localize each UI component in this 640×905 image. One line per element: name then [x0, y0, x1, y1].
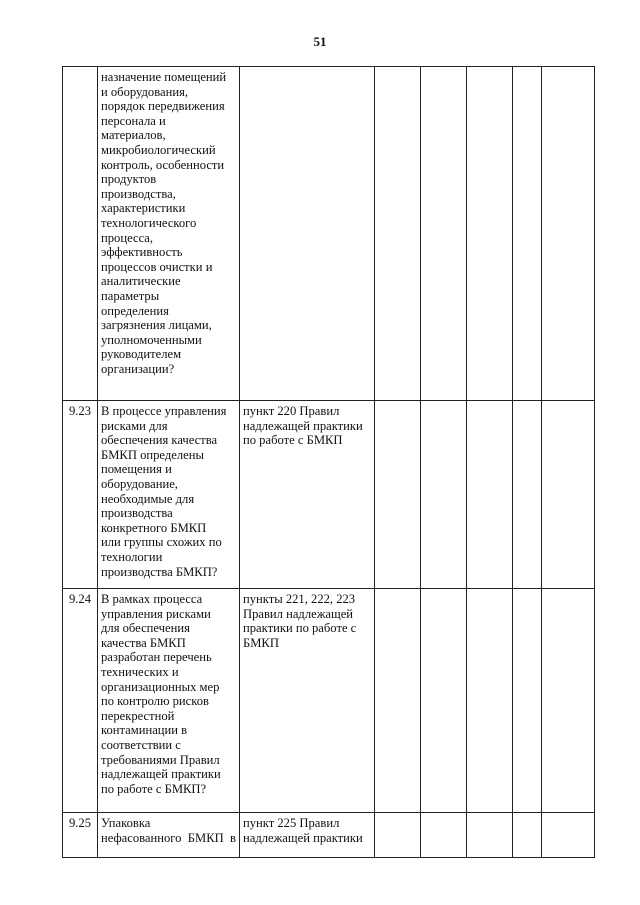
question-line: рисками для — [101, 418, 168, 433]
question-line: Упаковка — [101, 816, 151, 830]
question-line: БМКП определены — [101, 447, 204, 462]
answer-cell[interactable] — [467, 589, 513, 813]
question-line: технологического — [101, 215, 197, 230]
question-line: контаминации в — [101, 723, 188, 738]
question-line: технологии — [101, 549, 163, 564]
answer-cell[interactable] — [375, 67, 421, 401]
checklist-rows — [63, 67, 595, 858]
reference-line: Правил надлежащей — [243, 606, 354, 621]
question-line: В рамках процесса — [101, 592, 203, 606]
question-line: организации? — [101, 361, 175, 376]
answer-cell[interactable] — [467, 67, 513, 401]
answer-cell[interactable] — [421, 67, 467, 401]
question-line: эффективность — [101, 245, 183, 260]
table-row — [63, 401, 595, 589]
question-line: качества БМКП — [101, 635, 186, 650]
question-line: необходимые для — [101, 491, 195, 506]
question-line: микробиологический — [101, 142, 216, 157]
question-line: требованиями Правил — [101, 752, 220, 767]
answer-cell[interactable] — [421, 401, 467, 589]
reference-line: пункты 221, 222, 223 — [243, 592, 356, 606]
reference-line: пункт 220 Правил — [243, 404, 340, 418]
question-line: уполномоченными — [101, 332, 202, 347]
reference-line: по работе с БМКП — [243, 433, 343, 448]
reference-line: надлежащей практики — [243, 830, 363, 845]
question-line: характеристики — [101, 201, 186, 216]
question-line: оборудование, — [101, 476, 178, 491]
item-number: 9.24 — [63, 589, 98, 813]
legal-reference — [240, 67, 375, 401]
answer-cell[interactable] — [375, 813, 421, 858]
requirement-question — [98, 589, 240, 813]
table-row — [63, 589, 595, 813]
question-line: по контролю рисков — [101, 694, 209, 709]
question-line: руководителем — [101, 347, 182, 362]
question-line: определения — [101, 303, 169, 318]
requirement-question — [98, 401, 240, 589]
answer-cell[interactable] — [513, 589, 542, 813]
answer-cell[interactable] — [542, 67, 595, 401]
legal-reference — [240, 401, 375, 589]
requirement-question — [98, 813, 240, 858]
question-line: загрязнения лицами, — [101, 318, 212, 333]
question-line: соответствии с — [101, 737, 181, 752]
answer-cell[interactable] — [513, 401, 542, 589]
answer-cell[interactable] — [467, 813, 513, 858]
question-line: конкретного БМКП — [101, 520, 207, 535]
answer-cell[interactable] — [542, 589, 595, 813]
item-number: 9.25 — [63, 813, 98, 858]
reference-line: БМКП — [243, 635, 279, 650]
question-line: персонала и — [101, 113, 166, 128]
requirement-question — [98, 67, 240, 401]
question-line: управления рисками — [101, 606, 211, 621]
question-line: параметры — [101, 288, 160, 303]
question-line: перекрестной — [101, 708, 175, 723]
question-line: нефасованного БМКП в — [101, 830, 236, 845]
answer-cell[interactable] — [513, 813, 542, 858]
answer-cell[interactable] — [421, 813, 467, 858]
question-line: порядок передвижения — [101, 99, 225, 114]
question-line: технических и — [101, 664, 179, 679]
question-line: аналитические — [101, 274, 181, 289]
question-line: В процессе управления — [101, 404, 227, 418]
question-line: организационных мер — [101, 679, 220, 694]
question-line: надлежащей практики — [101, 767, 221, 782]
question-line: обеспечения качества — [101, 433, 218, 448]
question-line: назначение помещений — [101, 70, 227, 84]
question-line: производства — [101, 506, 173, 521]
reference-line: пункт 225 Правил — [243, 816, 340, 830]
answer-cell[interactable] — [421, 589, 467, 813]
answer-cell[interactable] — [542, 401, 595, 589]
reference-line: надлежащей практики — [243, 418, 363, 433]
question-line: материалов, — [101, 128, 166, 143]
checklist-table — [62, 66, 595, 858]
legal-reference — [240, 813, 375, 858]
question-line: производства, — [101, 186, 176, 201]
question-line: по работе с БМКП? — [101, 781, 207, 796]
legal-reference — [240, 589, 375, 813]
question-line: и оборудования, — [101, 84, 189, 99]
question-line: контроль, особенности — [101, 157, 225, 172]
answer-cell[interactable] — [375, 401, 421, 589]
question-line: продуктов — [101, 172, 157, 187]
answer-cell[interactable] — [467, 401, 513, 589]
question-line: или группы схожих по — [101, 535, 222, 550]
reference-line: практики по работе с — [243, 621, 357, 636]
page-number: 51 — [313, 34, 327, 49]
table-row — [63, 67, 595, 401]
question-line: процессов очистки и — [101, 259, 213, 274]
answer-cell[interactable] — [375, 589, 421, 813]
question-line: для обеспечения — [101, 621, 190, 636]
question-line: производства БМКП? — [101, 564, 218, 579]
question-line: помещения и — [101, 462, 172, 477]
question-line: процесса, — [101, 230, 154, 245]
question-line: разработан перечень — [101, 650, 212, 665]
answer-cell[interactable] — [542, 813, 595, 858]
table-row — [63, 813, 595, 858]
answer-cell[interactable] — [513, 67, 542, 401]
item-number: 9.23 — [63, 401, 98, 589]
item-number — [63, 67, 98, 401]
